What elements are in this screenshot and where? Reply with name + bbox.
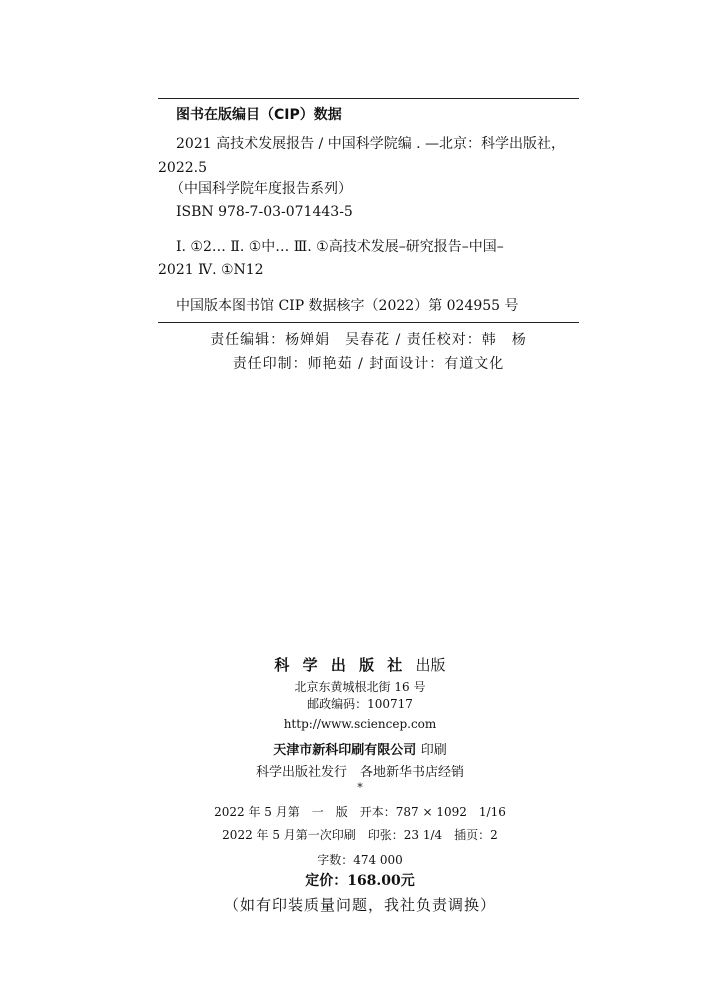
cip-record-number: 中国版本图书馆 CIP 数据核字（2022）第 024955 号: [176, 298, 519, 314]
publisher-line: [0, 654, 720, 675]
publisher-url: http://www.sciencep.com: [283, 717, 437, 731]
printing-line: 2022 年 5 月第一次印刷 印张：23 1/4 插页：2: [222, 828, 498, 842]
word-count: 字数：474 000: [317, 853, 403, 867]
printer-name: 天津市新科印刷有限公司: [273, 743, 417, 758]
cip-classification-2: 2021 Ⅳ. ①N12: [158, 262, 264, 278]
middle-rule: [158, 322, 579, 323]
separator-star: *: [357, 781, 363, 794]
distribution-line: 科学出版社发行 各地新华书店经销: [255, 765, 464, 780]
printer-line: [0, 739, 720, 758]
publisher-postcode: 邮政编码：100717: [307, 697, 413, 711]
cip-isbn: ISBN 978-7-03-071443-5: [176, 204, 353, 220]
cip-line-1: 2021 高技术发展报告 / 中国科学院编 . —北京：科学出版社，: [176, 136, 566, 152]
publisher-name: 科 学 出 版 社: [274, 656, 407, 674]
cip-series: （中国科学院年度报告系列）: [170, 181, 352, 197]
cip-classification-1: Ⅰ. ①2… Ⅱ. ①中… Ⅲ. ①高技术发展–研究报告–中国–: [176, 239, 504, 255]
publisher-suffix: 出版: [415, 656, 446, 674]
top-rule: [158, 98, 579, 99]
edition-line: 2022 年 5 月第 一 版 开本：787 × 1092 1/16: [214, 805, 506, 819]
publisher-address: 北京东黄城根北街 16 号: [294, 680, 426, 694]
price: 定价：168.00元: [305, 873, 415, 889]
printer-suffix: 印刷: [420, 743, 447, 758]
editor-credits: 责任编辑：杨婵娟 吴春花 / 责任校对：韩 杨: [210, 332, 527, 348]
quality-note: （如有印装质量问题，我社负责调换）: [223, 896, 496, 914]
cip-title: 图书在版编目（CIP）数据: [176, 107, 342, 123]
cip-line-2: 2022.5: [158, 160, 207, 176]
production-credits: 责任印制：师艳茹 / 封面设计：有道文化: [232, 356, 505, 372]
